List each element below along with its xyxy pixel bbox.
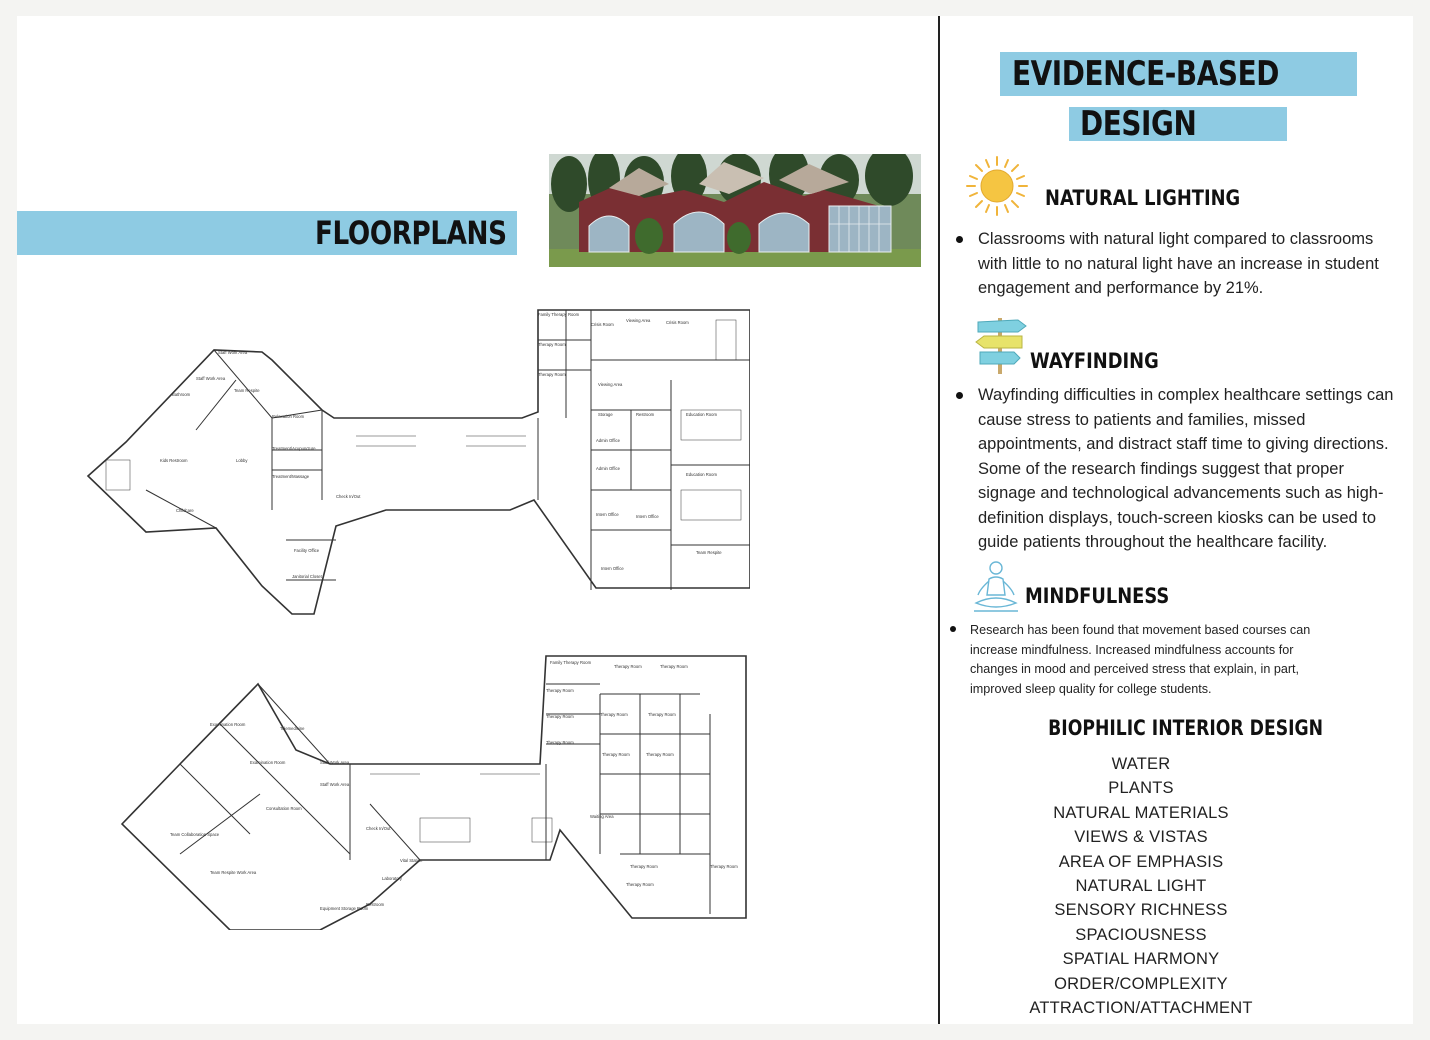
svg-text:Education Room: Education Room: [686, 472, 717, 477]
biophilic-item: SPACIOUSNESS: [1075, 925, 1207, 944]
signpost-icon: [974, 314, 1028, 376]
svg-text:Telemedicine: Telemedicine: [280, 726, 305, 731]
biophilic-item: AREA OF EMPHASIS: [1058, 852, 1224, 871]
svg-text:Lobby: Lobby: [236, 458, 248, 463]
biophilic-item: SPATIAL HARMONY: [1062, 950, 1220, 969]
biophilic-item: WATER: [1111, 755, 1171, 773]
biophilic-list: [1000, 752, 1282, 1020]
biophilic-title: [1018, 716, 1324, 740]
sun-icon: [964, 154, 1030, 218]
svg-text:Restroom: Restroom: [636, 412, 655, 417]
svg-text:Therapy Room: Therapy Room: [538, 372, 566, 377]
svg-text:Team Collaboration Space: Team Collaboration Space: [170, 832, 220, 837]
floor-plan-level-1: [86, 300, 750, 616]
svg-text:Family Therapy Room: Family Therapy Room: [550, 660, 592, 665]
svg-text:Therapy Room: Therapy Room: [538, 342, 566, 347]
svg-text:Childcare: Childcare: [176, 508, 194, 513]
ebd-heading-band-line2: [1069, 104, 1287, 144]
svg-text:Admin Office: Admin Office: [596, 438, 620, 443]
mindfulness-bullets: [948, 621, 1328, 699]
wayfinding-title: WAYFINDING: [1030, 349, 1159, 373]
svg-text:Check In/Out: Check In/Out: [336, 494, 361, 499]
svg-text:Relaxation Room: Relaxation Room: [272, 414, 305, 419]
svg-text:Laboratory: Laboratory: [382, 876, 403, 881]
floor-plan-level-2: [120, 654, 750, 930]
natural-lighting-title: NATURAL LIGHTING: [1045, 186, 1241, 210]
svg-text:Crisis Room: Crisis Room: [666, 320, 689, 325]
biophilic-item: VIEWS & VISTAS: [1074, 828, 1208, 847]
svg-text:Examination Room: Examination Room: [250, 760, 286, 765]
svg-text:Storage: Storage: [598, 412, 613, 417]
svg-text:Staff Work Area: Staff Work Area: [320, 760, 350, 765]
svg-text:Kids Restroom: Kids Restroom: [160, 458, 188, 463]
svg-text:Therapy Room: Therapy Room: [546, 740, 574, 745]
svg-text:Examination Room: Examination Room: [210, 722, 246, 727]
svg-text:Check In/Out: Check In/Out: [366, 826, 391, 831]
svg-text:Viewing Area: Viewing Area: [598, 382, 623, 387]
ebd-heading-line2: DESIGN: [1080, 104, 1197, 144]
svg-text:Treatment/Massage: Treatment/Massage: [272, 474, 310, 479]
svg-text:Education Room: Education Room: [686, 412, 717, 417]
biophilic-item: PLANTS: [1108, 779, 1174, 798]
mindfulness-bullet: Research has been found that movement based courses can increase mindfulness. Increased mindfulness accounts for changes in mood and perceived stress that explain, in part, improved sleep quality for college students.: [948, 621, 1328, 699]
natural-lighting-bullet: Classrooms with natural light compared to classrooms with little to no natural light have an increase in student engagement and performance by 21%.: [954, 227, 1394, 301]
floorplans-heading: FLOORPLANS: [315, 214, 507, 252]
mindfulness-title: MINDFULNESS: [1025, 584, 1170, 608]
svg-text:Team Respite Work Area: Team Respite Work Area: [210, 870, 257, 875]
ebd-heading-band-line1: [1000, 52, 1357, 96]
biophilic-item: ATTRACTION/ATTACHMENT: [1029, 999, 1253, 1018]
svg-text:Therapy Room: Therapy Room: [710, 864, 738, 869]
svg-text:Viewing Area: Viewing Area: [626, 318, 651, 323]
biophilic-item: NATURAL MATERIALS: [1053, 803, 1229, 822]
svg-text:Therapy Room: Therapy Room: [648, 712, 676, 717]
biophilic-item: NATURAL LIGHT: [1075, 877, 1207, 896]
svg-text:Treatment/Acupuncture: Treatment/Acupuncture: [272, 446, 316, 451]
svg-text:Team Respite: Team Respite: [234, 388, 260, 393]
svg-text:Therapy Room: Therapy Room: [630, 864, 658, 869]
svg-text:Intern Office: Intern Office: [636, 514, 659, 519]
svg-text:Intern Office: Intern Office: [601, 566, 624, 571]
svg-text:Vital Station: Vital Station: [400, 858, 423, 863]
svg-text:Intern Office: Intern Office: [596, 512, 619, 517]
svg-text:Restroom: Restroom: [366, 902, 385, 907]
svg-text:Therapy Room: Therapy Room: [614, 664, 642, 669]
svg-text:Staff Work Area: Staff Work Area: [218, 350, 248, 355]
svg-text:Admin Office: Admin Office: [596, 466, 620, 471]
svg-text:Therapy Room: Therapy Room: [646, 752, 674, 757]
natural-lighting-bullets: [954, 227, 1394, 301]
svg-text:Therapy Room: Therapy Room: [626, 882, 654, 887]
svg-text:Crisis Room: Crisis Room: [591, 322, 614, 327]
svg-text:Waiting Area: Waiting Area: [590, 814, 614, 819]
column-divider: [938, 16, 940, 1024]
biophilic-title-text: BIOPHILIC INTERIOR DESIGN: [1048, 716, 1324, 740]
biophilic-item: ORDER/COMPLEXITY: [1054, 974, 1228, 993]
building-rendering: [549, 154, 921, 267]
svg-text:Therapy Room: Therapy Room: [546, 688, 574, 693]
svg-text:Family Therapy Room: Family Therapy Room: [538, 312, 580, 317]
svg-text:Therapy Room: Therapy Room: [602, 752, 630, 757]
floorplans-heading-band: [17, 211, 517, 255]
wayfinding-bullets: [954, 383, 1404, 555]
meditation-icon: [972, 559, 1020, 615]
svg-text:Staff Work Area: Staff Work Area: [320, 782, 350, 787]
svg-text:Staff Work Area: Staff Work Area: [196, 376, 226, 381]
svg-text:Consultation Room: Consultation Room: [266, 806, 302, 811]
wayfinding-bullet: Wayfinding difficulties in complex healthcare settings can cause stress to patients and families, missed appointments, and distract staff time to giving directions. Some of the research findings suggest that proper signage and technological advancements such as high-definition displays, touch-screen kiosks can be used to guide patients throughout the healthcare facility.: [954, 383, 1404, 555]
svg-text:Equipment Storage Room: Equipment Storage Room: [320, 906, 369, 911]
svg-text:Janitorial Closet: Janitorial Closet: [292, 574, 322, 579]
svg-text:Team Respite: Team Respite: [696, 550, 722, 555]
ebd-heading-line1: EVIDENCE-BASED: [1012, 54, 1279, 94]
svg-text:Therapy Room: Therapy Room: [546, 714, 574, 719]
svg-text:Bathroom: Bathroom: [172, 392, 191, 397]
svg-text:Therapy Room: Therapy Room: [600, 712, 628, 717]
svg-text:Facility Office: Facility Office: [294, 548, 320, 553]
biophilic-item: SENSORY RICHNESS: [1054, 901, 1228, 920]
svg-text:Therapy Room: Therapy Room: [660, 664, 688, 669]
